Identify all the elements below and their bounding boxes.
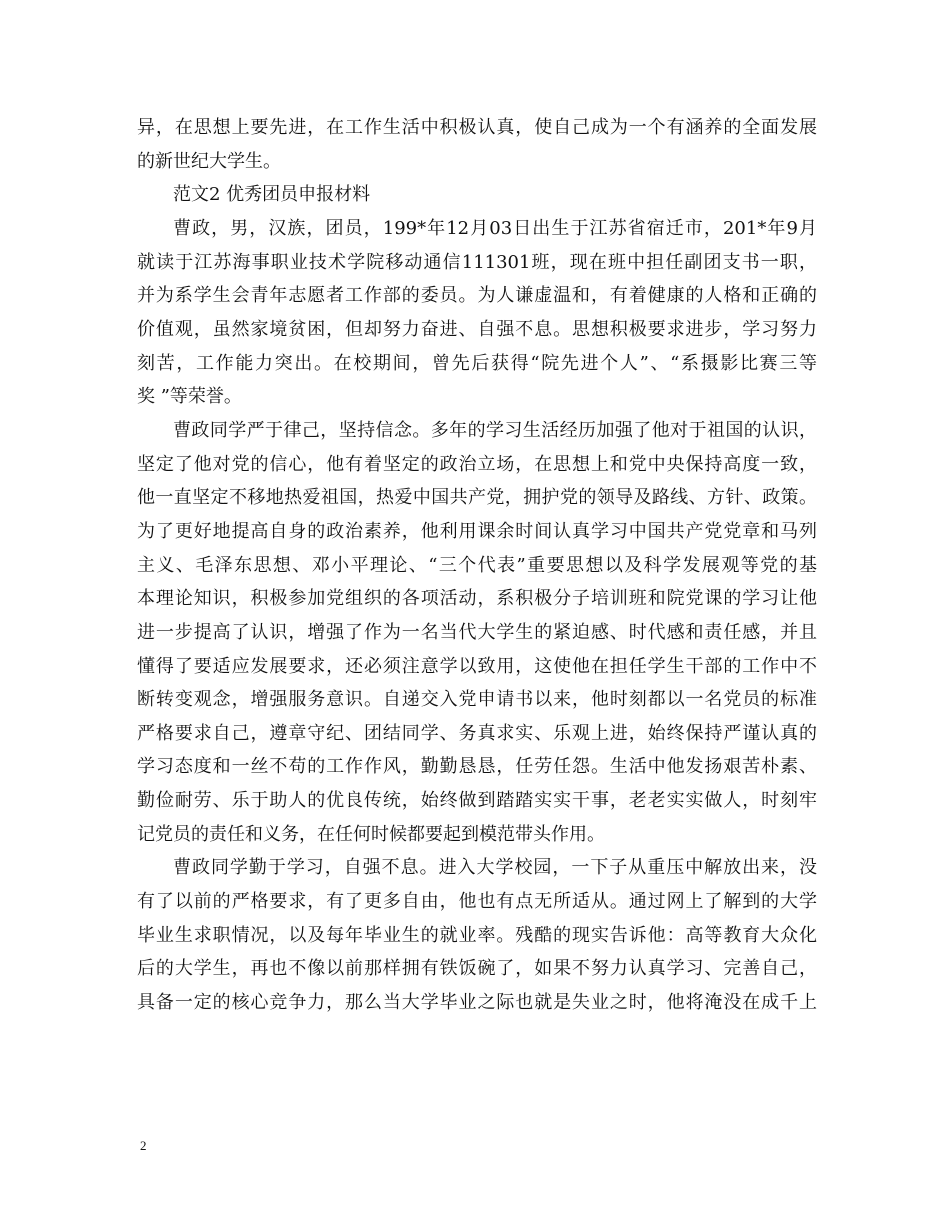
text-line: 进一步提高了认识，增强了作为一名当代大学生的紧迫感、时代感和责任感，并且 <box>137 621 817 643</box>
text-line: 坚定了他对党的信心，他有着坚定的政治立场，在思想上和党中央保持高度一致， <box>137 453 817 475</box>
body-text <box>137 111 817 1020</box>
text-line: 严格要求自己，遵章守纪、团结同学、务真求实、乐观上进，始终保持严谨认真的 <box>137 722 817 744</box>
text-line: 具备一定的核心竞争力，那么当大学毕业之际也就是失业之时，他将淹没在成千上 <box>137 992 817 1014</box>
text-line: 学习态度和一丝不苟的工作作风，勤勤恳恳，任劳任怨。生活中他发扬艰苦朴素、 <box>137 756 817 778</box>
text-line: 毕业生求职情况，以及每年毕业生的就业率。残酷的现实告诉他：高等教育大众化 <box>137 924 817 946</box>
text-line: 懂得了要适应发展要求，还必须注意学以致用，这使他在担任学生干部的工作中不 <box>137 655 817 677</box>
text-line: 后的大学生，再也不像以前那样拥有铁饭碗了，如果不努力认真学习、完善自己， <box>137 958 817 980</box>
text-line: 刻苦，工作能力突出。在校期间，曾先后获得“院先进个人”、“系摄影比赛三等 <box>137 352 817 374</box>
text-line: 奖 ”等荣誉。 <box>137 386 242 408</box>
text-line: 曹政同学严于律己，坚持信念。多年的学习生活经历加强了他对于祖国的认识， <box>173 419 817 441</box>
text-line: 本理论知识，积极参加党组织的各项活动，系积极分子培训班和院党课的学习让他 <box>137 588 817 610</box>
text-line: 为了更好地提高自身的政治素养，他利用课余时间认真学习中国共产党党章和马列 <box>137 520 817 542</box>
text-line: 异，在思想上要先进，在工作生活中积极认真，使自己成为一个有涵养的全面发展 <box>137 117 817 138</box>
page-number: 2 <box>140 1138 147 1153</box>
text-line: 他一直坚定不移地热爱祖国，热爱中国共产党，拥护党的领导及路线、方针、政策。 <box>137 487 817 509</box>
text-line: 曹政同学勤于学习，自强不息。进入大学校园，一下子从重压中解放出来，没 <box>173 857 817 879</box>
text-line: 主义、毛泽东思想、邓小平理论、“三个代表”重要思想以及科学发展观等党的基 <box>137 554 817 576</box>
text-line: 就读于江苏海事职业技术学院移动通信111301班，现在班中担任副团支书一职， <box>137 251 817 273</box>
text-line: 有了以前的严格要求，有了更多自由，他也有点无所适从。通过网上了解到的大学 <box>137 891 817 913</box>
text-line: 记党员的责任和义务，在任何时候都要起到模范带头作用。 <box>137 823 605 845</box>
text-line: 价值观，虽然家境贫困，但却努力奋进、自强不息。思想积极要求进步，学习努力 <box>137 318 817 340</box>
text-line: 断转变观念，增强服务意识。自递交入党申请书以来，他时刻都以一名党员的标准 <box>137 689 817 711</box>
text-line: 勤俭耐劳、乐于助人的优良传统，始终做到踏踏实实干事，老老实实做人，时刻牢 <box>137 790 817 812</box>
text-line: 的新世纪大学生。 <box>137 150 281 172</box>
text-line: 并为系学生会青年志愿者工作部的委员。为人谦虚温和，有着健康的人格和正确的 <box>137 285 817 307</box>
section-heading: 范文2 优秀团员申报材料 <box>173 184 371 206</box>
text-line: 曹政，男，汉族，团员，199*年12月03日出生于江苏省宿迁市，201*年9月 <box>173 217 817 239</box>
